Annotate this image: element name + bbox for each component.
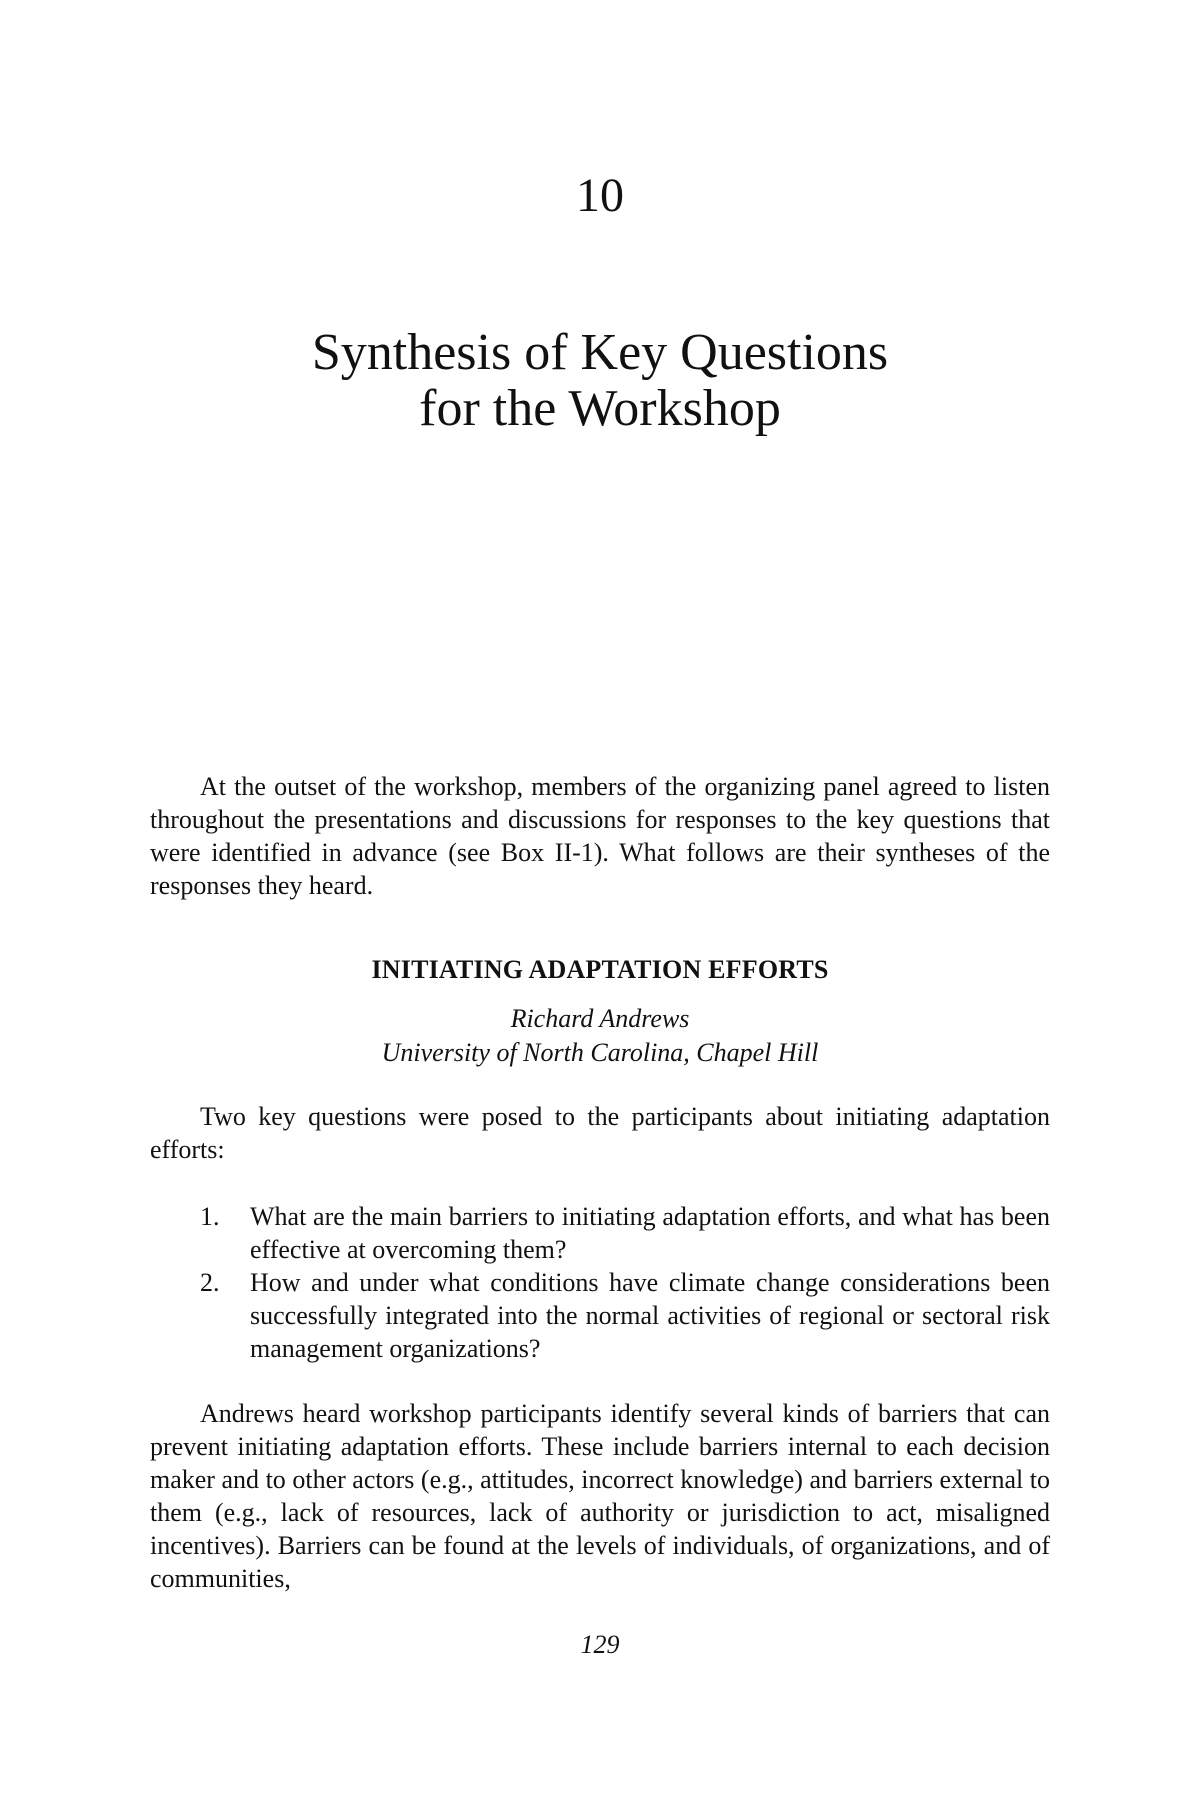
- questions-list: [200, 1200, 1050, 1365]
- list-item-number: 1.: [200, 1202, 220, 1231]
- chapter-title: [0, 325, 1200, 437]
- chapter-title-line-1: Synthesis of Key Questions: [311, 324, 889, 381]
- list-item: [200, 1200, 1050, 1266]
- intro-paragraph: At the outset of the workshop, members of the organizing panel agreed to listen throughout the presentations and discussions for responses to the key questions that were identified in advance (see Box II-1). What follows are their syntheses of the responses they heard.: [150, 772, 1050, 900]
- byline: [0, 1002, 1200, 1070]
- author-affiliation: University of North Carolina, Chapel Hill: [381, 1038, 819, 1067]
- chapter-number: 10: [576, 169, 624, 222]
- chapter-title-line-2: for the Workshop: [419, 380, 781, 437]
- author-name: Richard Andrews: [510, 1004, 690, 1033]
- body-paragraph: Andrews heard workshop participants identify several kinds of barriers that can prevent initiating adaptation efforts. These include barriers internal to each decision maker and to other actors (e.g., attitudes, incorrect knowledge) and barriers external to them (e.g., lack of resources, lack of authority or jurisdiction to act, misaligned incentives). Barriers can be found at the levels of individuals, of organizations, and of communities,: [150, 1399, 1050, 1593]
- list-item-text: What are the main barriers to initiating adaptation efforts, and what has been effective at overcoming them?: [250, 1202, 1050, 1264]
- page-number: 129: [580, 1630, 620, 1659]
- list-item: [200, 1266, 1050, 1365]
- section-heading: INITIATING ADAPTATION EFFORTS: [371, 955, 829, 984]
- list-item-text: How and under what conditions have climate change considerations been successfully integrated into the normal activities of regional or sectoral risk management organizations?: [250, 1268, 1050, 1363]
- list-item-number: 2.: [200, 1268, 220, 1297]
- lead-paragraph: Two key questions were posed to the participants about initiating adaptation efforts:: [150, 1102, 1050, 1164]
